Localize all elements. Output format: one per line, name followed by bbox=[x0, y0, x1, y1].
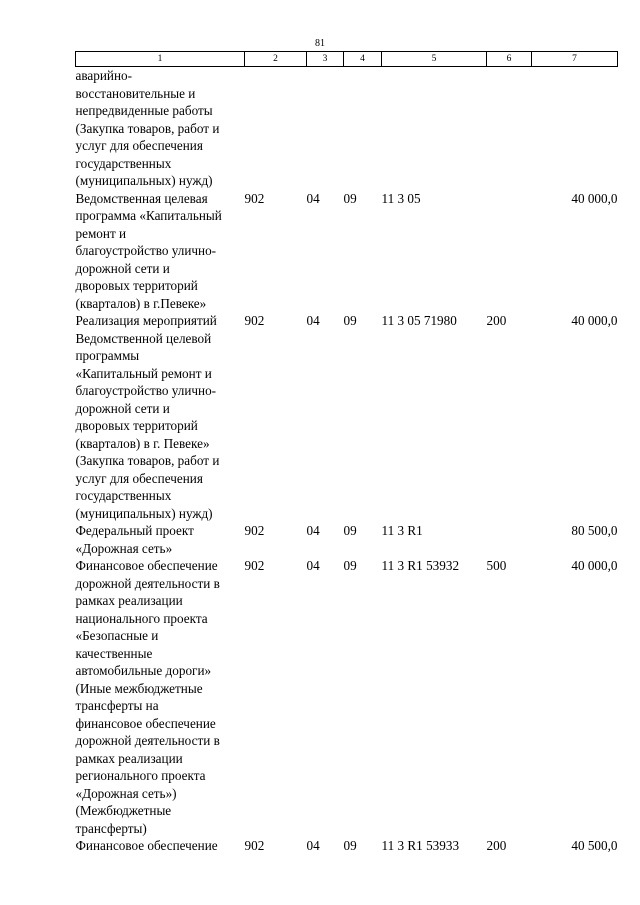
row-amount-cell: 40 000,0 bbox=[571, 313, 618, 328]
row-name-cell: аварийно- восстановительные и непредвиденные работы (Закупка товаров, работ и услуг для обеспечения государственных (муниципальных) нужд) bbox=[75, 68, 220, 188]
header-col-7: 7 bbox=[532, 52, 618, 67]
table-body bbox=[76, 67, 618, 855]
row-expense-type-cell: 200 bbox=[486, 838, 507, 853]
row-name-cell: Реализация мероприятий Ведомственной целевой программы «Капитальный ремонт и благоустройство улично- дорожной сети и дворовых территорий (кварталов) в г. Певеке» (Закупка товаров, работ и услуг для обеспечения государственных (муниципальных) нужд) bbox=[75, 313, 220, 521]
header-col-1: 1 bbox=[76, 52, 245, 67]
row-amount-cell: 40 000,0 bbox=[571, 190, 618, 206]
row-target-cell: 11 3 R1 53933 bbox=[381, 838, 460, 853]
row-amount-cell: 40 500,0 bbox=[571, 838, 618, 853]
row-section-cell: 04 bbox=[306, 558, 320, 573]
row-target-cell bbox=[382, 67, 487, 190]
table-row bbox=[76, 837, 618, 855]
row-name-cell: Финансовое обеспечение bbox=[75, 838, 218, 853]
row-ministry-cell: 902 bbox=[244, 313, 265, 328]
row-subsection-cell: 09 bbox=[343, 558, 357, 573]
row-expense-type-cell bbox=[487, 522, 532, 557]
row-ministry-cell: 902 bbox=[244, 838, 265, 853]
row-section-cell: 04 bbox=[306, 838, 320, 853]
row-amount-cell: 40 000,0 bbox=[571, 558, 618, 573]
row-target-cell: 11 3 R1 bbox=[381, 523, 423, 538]
row-name-cell: Федеральный проект «Дорожная сеть» bbox=[75, 523, 194, 556]
row-expense-type-cell bbox=[487, 67, 532, 190]
table-row bbox=[76, 557, 618, 837]
row-section-cell bbox=[307, 67, 344, 190]
header-col-6: 6 bbox=[487, 52, 532, 67]
header-col-2: 2 bbox=[245, 52, 307, 67]
row-section-cell: 04 bbox=[306, 190, 320, 206]
row-target-cell: 11 3 05 bbox=[381, 190, 421, 206]
row-subsection-cell: 09 bbox=[343, 190, 357, 206]
row-subsection-cell bbox=[344, 67, 382, 190]
table-row bbox=[76, 312, 618, 522]
row-expense-type-cell: 500 bbox=[486, 558, 507, 573]
row-subsection-cell: 09 bbox=[343, 838, 357, 853]
row-name-cell: Финансовое обеспечение дорожной деятельности в рамках реализации национального проекта «Безопасные и качественные автомобильные дороги» (Иные межбюджетные трансферты на финансовое обеспечение дорожной деятельности в рамках реализации регионального проекта «Дорожная сеть») (Межбюджетные трансферты) bbox=[75, 558, 220, 836]
header-col-5: 5 bbox=[382, 52, 487, 67]
row-subsection-cell: 09 bbox=[343, 523, 357, 538]
row-target-cell: 11 3 R1 53932 bbox=[381, 558, 460, 573]
row-expense-type-cell bbox=[487, 190, 532, 313]
page-number: 81 bbox=[315, 38, 325, 49]
row-ministry-cell: 902 bbox=[244, 558, 265, 573]
table-row bbox=[76, 67, 618, 190]
header-row bbox=[76, 52, 618, 67]
row-ministry-cell bbox=[245, 67, 307, 190]
budget-table bbox=[75, 51, 618, 855]
table-row bbox=[76, 190, 618, 313]
row-subsection-cell: 09 bbox=[343, 313, 357, 328]
row-ministry-cell: 902 bbox=[244, 523, 265, 538]
header-col-3: 3 bbox=[307, 52, 344, 67]
row-expense-type-cell: 200 bbox=[486, 313, 507, 328]
header-col-4: 4 bbox=[344, 52, 382, 67]
row-amount-cell bbox=[532, 67, 618, 190]
table-row bbox=[76, 522, 618, 557]
row-ministry-cell: 902 bbox=[244, 190, 265, 206]
table-header bbox=[76, 52, 618, 67]
row-name-cell: Ведомственная целевая программа «Капитальный ремонт и благоустройство улично- дорожной сети и дворовых территорий (кварталов) в г.Певеке» bbox=[75, 190, 222, 311]
row-target-cell: 11 3 05 71980 bbox=[381, 313, 457, 328]
row-section-cell: 04 bbox=[306, 523, 320, 538]
row-amount-cell: 80 500,0 bbox=[571, 523, 618, 538]
row-section-cell: 04 bbox=[306, 313, 320, 328]
